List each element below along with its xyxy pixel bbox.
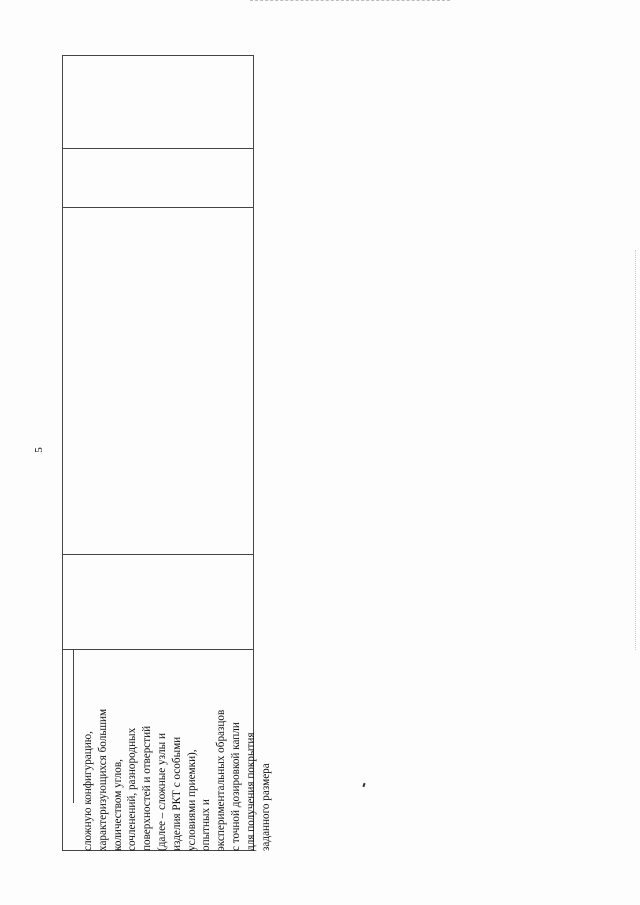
cell-line: характеризующихся большим (96, 708, 109, 851)
cell-line: заданного размера (259, 763, 272, 851)
table-divider (63, 554, 253, 555)
cell-line: количеством углов, (111, 759, 124, 851)
scan-edge-mark (250, 0, 450, 2)
cell-line: условиями приемки), (185, 749, 198, 851)
cell-line: сочленений, разнородных (126, 727, 139, 851)
cell-line: для получения покрытия (244, 732, 257, 851)
table-divider (63, 207, 253, 208)
cell-line: опытных и (200, 799, 213, 851)
cell-line: экспериментальных образцов (215, 709, 228, 851)
cell-line: (далее – сложные узлы и (155, 733, 168, 851)
cell-line: с точной дозировкой капли (229, 722, 242, 851)
cell-line: сложную конфигурацию, (82, 731, 94, 851)
table-divider (63, 649, 253, 650)
table-divider (73, 649, 74, 803)
scan-edge-mark (635, 250, 637, 650)
scan-speck (362, 783, 365, 787)
table-divider (63, 148, 253, 149)
table-cell-description (79, 651, 273, 851)
page-number: 5 (32, 447, 45, 453)
cell-line: изделия РКТ с особыми (170, 736, 183, 851)
cell-line: поверхностей и отверстий (141, 725, 154, 851)
